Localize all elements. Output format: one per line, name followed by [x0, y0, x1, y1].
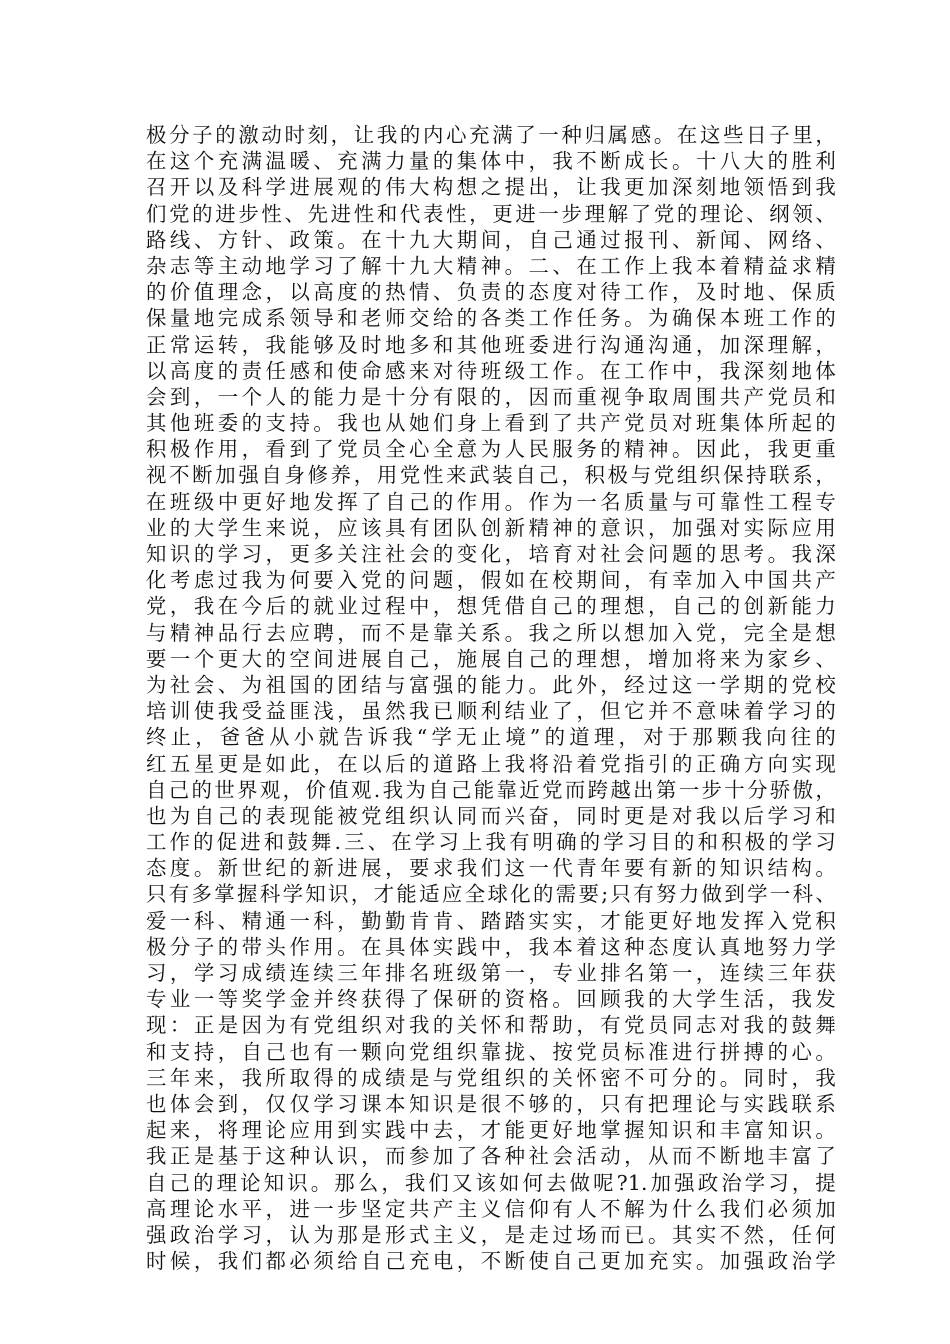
text-line: 我正是基于这种认识，而参加了各种社会活动，从而不断地丰富了	[146, 1144, 836, 1169]
text-line: 与精神品行去应聘，而不是靠关系。我之所以想加入党，完全是想	[146, 620, 836, 645]
text-line: 自己的理论知识。那么，我们又该如何去做呢?1.加强政治学习，提	[146, 1170, 836, 1195]
text-line: 为社会、为祖国的团结与富强的能力。此外，经过这一学期的党校	[146, 672, 836, 697]
text-line: 以高度的责任感和使命感来对待班级工作。在工作中，我深刻地体	[146, 358, 836, 383]
text-line: 培训使我受益匪浅，虽然我已顺利结业了，但它并不意味着学习的	[146, 699, 836, 724]
text-line: 自己的世界观，价值观.我为自己能靠近党而跨越出第一步十分骄傲，	[146, 777, 836, 802]
text-line: 保量地完成系领导和老师交给的各类工作任务。为确保本班工作的	[146, 306, 836, 331]
text-line: 在班级中更好地发挥了自己的作用。作为一名质量与可靠性工程专	[146, 489, 836, 514]
text-line: 会到，一个人的能力是十分有限的，因而重视争取周围共产党员和	[146, 384, 836, 409]
text-line: 也为自己的表现能被党组织认同而兴奋，同时更是对我以后学习和	[146, 803, 836, 828]
text-line: 时候，我们都必须给自己充电，不断使自己更加充实。加强政治学	[146, 1249, 836, 1274]
text-line: 在这个充满温暖、充满力量的集体中，我不断成长。十八大的胜利	[146, 149, 836, 174]
text-line: 只有多掌握科学知识，才能适应全球化的需要;只有努力做到学一科、	[146, 882, 836, 907]
body-text	[146, 122, 836, 1274]
text-line: 党，我在今后的就业过程中，想凭借自己的理想，自己的创新能力	[146, 594, 836, 619]
text-line: 正常运转，我能够及时地多和其他班委进行沟通沟通，加深理解，	[146, 332, 836, 357]
text-line: 视不断加强自身修养，用党性来武装自己，积极与党组织保持联系，	[146, 463, 836, 488]
text-line: 现：正是因为有党组织对我的关怀和帮助，有党员同志对我的鼓舞	[146, 1013, 836, 1038]
text-line: 终止，爸爸从小就告诉我“学无止境”的道理，对于那颗我向往的	[146, 725, 836, 750]
text-line: 的价值理念，以高度的热情、负责的态度对待工作，及时地、保质	[146, 280, 836, 305]
text-line: 和支持，自己也有一颗向党组织靠拢、按党员标准进行拼搏的心。	[146, 1039, 836, 1064]
text-line: 起来，将理论应用到实践中去，才能更好地掌握知识和丰富知识。	[146, 1118, 836, 1143]
text-line: 也体会到，仅仅学习课本知识是很不够的，只有把理论与实践联系	[146, 1091, 836, 1116]
text-line: 态度。新世纪的新进展，要求我们这一代青年要有新的知识结构。	[146, 856, 836, 881]
text-line: 爱一科、精通一科，勤勤肯肯、踏踏实实，才能更好地发挥入党积	[146, 908, 836, 933]
text-line: 强政治学习，认为那是形式主义，是走过场而已。其实不然，任何	[146, 1222, 836, 1247]
text-line: 专业一等奖学金并终获得了保研的资格。回顾我的大学生活，我发	[146, 987, 836, 1012]
text-line: 业的大学生来说，应该具有团队创新精神的意识，加强对实际应用	[146, 515, 836, 540]
text-line: 其他班委的支持。我也从她们身上看到了共产党员对班集体所起的	[146, 411, 836, 436]
text-line: 化考虑过我为何要入党的问题，假如在校期间，有幸加入中国共产	[146, 568, 836, 593]
text-line: 杂志等主动地学习了解十九大精神。二、在工作上我本着精益求精	[146, 253, 836, 278]
text-line: 极分子的带头作用。在具体实践中，我本着这种态度认真地努力学	[146, 934, 836, 959]
text-line: 路线、方针、政策。在十九大期间，自己通过报刊、新闻、网络、	[146, 227, 836, 252]
text-line: 要一个更大的空间进展自己，施展自己的理想，增加将来为家乡、	[146, 646, 836, 671]
text-line: 红五星更是如此，在以后的道路上我将沿着党指引的正确方向实现	[146, 751, 836, 776]
text-line: 极分子的激动时刻，让我的内心充满了一种归属感。在这些日子里，	[146, 123, 836, 147]
text-line: 工作的促进和鼓舞.三、在学习上我有明确的学习目的和积极的学习	[146, 830, 836, 855]
text-line: 三年来，我所取得的成绩是与党组织的关怀密不可分的。同时，我	[146, 1065, 836, 1090]
text-line: 积极作用，看到了党员全心全意为人民服务的精神。因此，我更重	[146, 437, 836, 462]
text-line: 高理论水平，进一步坚定共产主义信仰有人不解为什么我们必须加	[146, 1196, 836, 1221]
text-line: 们党的进步性、先进性和代表性，更进一步理解了党的理论、纲领、	[146, 201, 836, 226]
text-line: 召开以及科学进展观的伟大构想之提出，让我更加深刻地领悟到我	[146, 175, 836, 200]
text-line: 习，学习成绩连续三年排名班级第一，专业排名第一，连续三年获	[146, 961, 836, 985]
text-line: 知识的学习，更多关注社会的变化，培育对社会问题的思考。我深	[146, 542, 836, 566]
